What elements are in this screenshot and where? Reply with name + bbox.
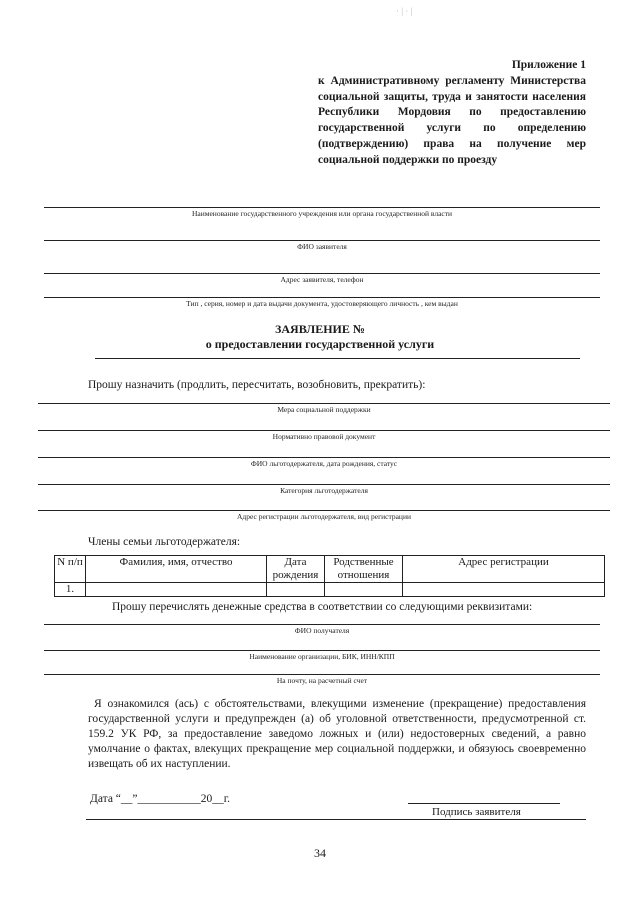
column-header-birth-date: Дата рождения bbox=[267, 556, 325, 583]
appendix-heading: Приложение 1 bbox=[511, 59, 586, 71]
signature-line[interactable] bbox=[408, 803, 560, 804]
table-row bbox=[55, 583, 605, 597]
identity-document-field-line[interactable] bbox=[44, 297, 600, 298]
date-field[interactable]: Дата “__”___________20__г. bbox=[90, 793, 231, 805]
beneficiary-address-field-line[interactable] bbox=[38, 510, 610, 511]
beneficiary-name-field-line[interactable] bbox=[38, 457, 610, 458]
recipient-name-field-caption: ФИО получателя bbox=[294, 626, 350, 635]
address-cell[interactable] bbox=[403, 583, 605, 597]
applicant-address-field-line[interactable] bbox=[44, 273, 600, 274]
payment-method-field-line[interactable] bbox=[44, 674, 600, 675]
beneficiary-category-field-line[interactable] bbox=[38, 484, 610, 485]
appendix-body: к Административному регламенту Министерства социальной защиты, труда и занятости населения Республики Мордовия по предоставлению государственной услуги по определению (подтверждению) права на получение мер социальной поддержки по проезду bbox=[318, 74, 586, 166]
document-subtitle: о предоставлении государственной услуги bbox=[205, 337, 435, 351]
legal-document-field-line[interactable] bbox=[38, 430, 610, 431]
page-number: 34 bbox=[314, 846, 326, 860]
full-name-cell[interactable] bbox=[86, 583, 267, 597]
signature-label: Подпись заявителя bbox=[432, 806, 521, 818]
title-underline bbox=[95, 358, 580, 359]
family-members-label: Члены семьи льготодержателя: bbox=[88, 536, 241, 548]
applicant-name-field-line[interactable] bbox=[44, 240, 600, 241]
transfer-text: Прошу перечислять денежные средства в соответствии со следующими реквизитами: bbox=[112, 601, 533, 613]
payment-method-field-caption: На почту, на расчетный счет bbox=[276, 676, 368, 685]
benefit-measure-field-caption: Мера социальной поддержки bbox=[277, 405, 371, 414]
scan-mark: · | · | bbox=[396, 6, 413, 16]
organization-details-field-line[interactable] bbox=[44, 650, 600, 651]
document-title: ЗАЯВЛЕНИЕ № bbox=[275, 322, 365, 336]
identity-document-field-caption: Тип , серия, номер и дата выдачи документа, удостоверяющего личность , кем выдан bbox=[186, 299, 458, 308]
beneficiary-address-field-caption: Адрес регистрации льготодержателя, вид регистрации bbox=[237, 512, 411, 521]
column-header-number: N п/п bbox=[55, 556, 86, 583]
column-header-address: Адрес регистрации bbox=[403, 556, 605, 583]
legal-document-field-caption: Нормативно правовой документ bbox=[272, 432, 376, 441]
column-header-full-name: Фамилия, имя, отчество bbox=[86, 556, 267, 583]
institution-field-caption: Наименование государственного учреждения или органа государственной власти bbox=[191, 209, 453, 218]
table-header-row bbox=[55, 556, 605, 583]
applicant-address-field-caption: Адрес заявителя, телефон bbox=[280, 275, 364, 284]
row-number-cell: 1. bbox=[55, 583, 86, 597]
appendix-block bbox=[318, 58, 586, 169]
liability-notice: Я ознакомился (ась) с обстоятельствами, влекущими изменение (прекращение) предоставления государственной услуги и предупрежден (а) об уголовной ответственности, предусмотренной ст. 159.2 УК РФ, за предоставление заведомо ложных и (или) недостоверных сведений, а равно умолчание о фактах, влекущих прекращение мер социальной поддержки, и обязуюсь своевременно извещать об их наступлении. bbox=[88, 698, 586, 770]
beneficiary-name-field-caption: ФИО льготодержателя, дата рождения, статус bbox=[250, 459, 398, 468]
applicant-name-field-caption: ФИО заявителя bbox=[297, 242, 347, 251]
recipient-name-field-line[interactable] bbox=[44, 624, 600, 625]
organization-details-field-caption: Наименование организации, БИК, ИНН/КПП bbox=[249, 652, 395, 661]
beneficiary-category-field-caption: Категория льготодержателя bbox=[280, 486, 368, 495]
bottom-rule bbox=[86, 819, 586, 820]
family-members-table bbox=[54, 555, 605, 597]
request-text: Прошу назначить (продлить, пересчитать, возобновить, прекратить): bbox=[88, 379, 426, 391]
relationship-cell[interactable] bbox=[325, 583, 403, 597]
birth-date-cell[interactable] bbox=[267, 583, 325, 597]
benefit-measure-field-line[interactable] bbox=[38, 403, 610, 404]
institution-field-line[interactable] bbox=[44, 207, 600, 208]
column-header-relationship: Родственные отношения bbox=[325, 556, 403, 583]
